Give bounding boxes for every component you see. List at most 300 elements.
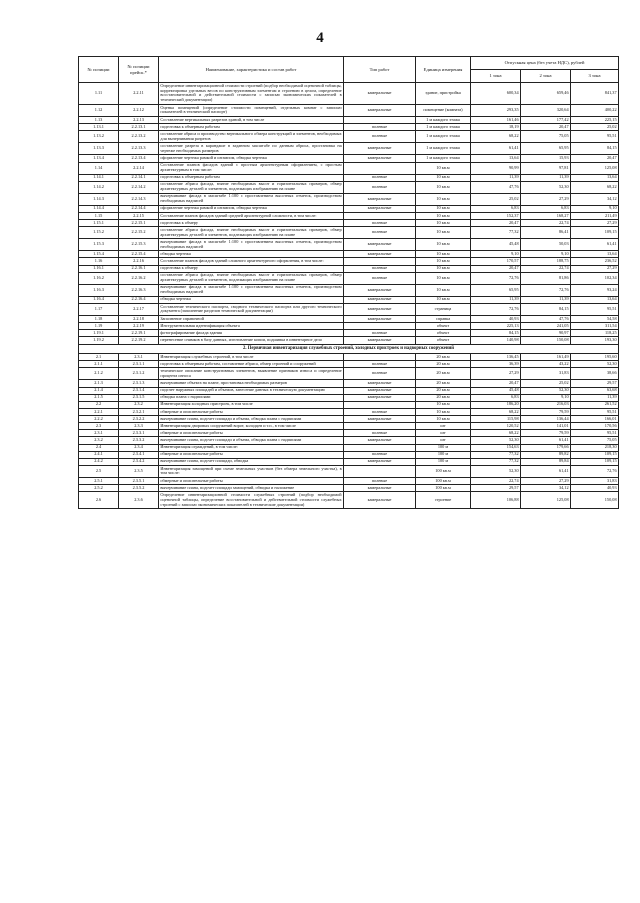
cell-zone-1: 225,13 [471, 323, 521, 330]
table-row [79, 330, 619, 337]
cell-unit: 10 кв.м [416, 212, 471, 219]
cell-name: фотографирование фасада здания [159, 330, 344, 337]
header-work-type: Тип работ [344, 57, 416, 83]
cell-work-type: полевые [344, 265, 416, 272]
cell-position: 1.13.3 [79, 143, 119, 155]
cell-unit: 20 кв.м [416, 380, 471, 387]
cell-name: Определение инвентаризационной стоимости служебных строений (подбор необходимой оценочной таблицы, определение восстановительной и действительной стоимости служебных строений с записью экономических показателей в технические документации) [159, 492, 344, 509]
cell-pricelist-position: 2.2.13.2 [119, 131, 159, 143]
cell-zone-3: 95,51 [571, 303, 619, 315]
cell-pricelist-position: 2.3.1.4 [119, 387, 159, 394]
cell-zone-3: 27,29 [571, 265, 619, 272]
cell-zone-1: 45,48 [471, 387, 521, 394]
cell-unit: 1 м каждого этажа [416, 155, 471, 162]
cell-pricelist-position: 2.2.16.4 [119, 296, 159, 303]
table-row [79, 104, 619, 116]
cell-work-type [344, 444, 416, 451]
cell-zone-3: 236,52 [571, 258, 619, 265]
cell-work-type: камеральные [344, 458, 416, 465]
table-row [79, 117, 619, 124]
cell-zone-3: 195,60 [571, 354, 619, 361]
cell-position: 1.15.1 [79, 220, 119, 227]
cell-zone-1: 154,63 [471, 444, 521, 451]
cell-zone-3: 13,64 [571, 251, 619, 258]
table-body-section-1 [79, 83, 619, 345]
cell-zone-3: 841,37 [571, 83, 619, 105]
cell-zone-2: 61,41 [521, 465, 571, 477]
cell-unit: страница [416, 303, 471, 315]
cell-zone-2: 320,64 [521, 104, 571, 116]
cell-zone-1: 120,52 [471, 423, 521, 430]
cell-name: подготовка к обмерным работам [159, 124, 344, 131]
cell-unit: 1 м каждого этажа [416, 117, 471, 124]
table-row [79, 354, 619, 361]
cell-position: 1.19 [79, 323, 119, 330]
cell-unit: справка [416, 316, 471, 323]
cell-zone-3: 54,58 [571, 316, 619, 323]
cell-zone-3: 225,15 [571, 117, 619, 124]
cell-position: 2.5.2 [79, 485, 119, 492]
cell-zone-1: 68,22 [471, 131, 521, 143]
cell-zone-1: 77,32 [471, 227, 521, 239]
cell-zone-2: 125,08 [521, 492, 571, 509]
cell-position: 1.11 [79, 83, 119, 105]
cell-name: Инвентаризация ограждений, в том числе: [159, 444, 344, 451]
table-row [79, 387, 619, 394]
cell-pricelist-position: 2.2.15.1 [119, 220, 159, 227]
cell-unit: 100 кв.м [416, 465, 471, 477]
cell-zone-1: 72,76 [471, 303, 521, 315]
cell-unit: 20 кв.м [416, 368, 471, 380]
cell-name: Составление планов фасадов зданий с простым архитектурным оформлением, с простым архитектурным в том числе: [159, 162, 344, 174]
cell-zone-1: 72,76 [471, 272, 521, 284]
cell-position: 1.14.3 [79, 193, 119, 205]
cell-zone-1: 20,47 [471, 265, 521, 272]
cell-zone-3: 20,47 [571, 155, 619, 162]
cell-work-type [344, 162, 416, 174]
cell-unit: 10 кв.м [416, 408, 471, 415]
cell-pricelist-position: 2.3.3.2 [119, 437, 159, 444]
cell-position: 1.16.1 [79, 265, 119, 272]
cell-zone-1: 52,30 [471, 465, 521, 477]
table-row [79, 380, 619, 387]
cell-unit: 100 кв.м [416, 477, 471, 484]
cell-zone-2: 81,86 [521, 272, 571, 284]
cell-zone-1: 40,93 [471, 316, 521, 323]
cell-zone-1: 600,34 [471, 83, 521, 105]
cell-position: 2.2 [79, 401, 119, 408]
cell-zone-1: 170,57 [471, 258, 521, 265]
cell-position: 2.3 [79, 423, 119, 430]
table-row [79, 212, 619, 219]
cell-position: 1.17 [79, 303, 119, 315]
cell-name: вычерчивание плана, подсчет площади и объема, обводка плана с надписями [159, 437, 344, 444]
cell-zone-2: 659,46 [521, 83, 571, 105]
cell-zone-2: 65,95 [521, 143, 571, 155]
table-row [79, 193, 619, 205]
cell-work-type: камеральные [344, 437, 416, 444]
cell-pricelist-position: 2.3.2.2 [119, 416, 159, 423]
cell-unit: строение [416, 492, 471, 509]
cell-position: 1.14.1 [79, 174, 119, 181]
cell-zone-1: 161,46 [471, 117, 521, 124]
table-row [79, 181, 619, 193]
cell-zone-2: 168,27 [521, 212, 571, 219]
cell-work-type [344, 465, 416, 477]
page-number: 4 [316, 30, 324, 46]
cell-name: Инвентаризация служебных строений, в том числе [159, 354, 344, 361]
cell-zone-2: 47,76 [521, 316, 571, 323]
cell-unit: 20 кв.м [416, 387, 471, 394]
cell-name: обмерные и описательные работы [159, 451, 344, 458]
cell-work-type: полевые [344, 181, 416, 193]
cell-zone-3: 9,10 [571, 205, 619, 212]
cell-zone-2: 136,44 [521, 416, 571, 423]
cell-pricelist-position: 2.3.4.2 [119, 458, 159, 465]
cell-work-type: камеральные [344, 83, 416, 105]
table-row [79, 485, 619, 492]
cell-zone-3: 400,22 [571, 104, 619, 116]
cell-zone-1: 152,37 [471, 212, 521, 219]
cell-zone-1: 136,45 [471, 354, 521, 361]
cell-zone-3: 150,08 [571, 492, 619, 509]
cell-zone-1: 27,29 [471, 368, 521, 380]
cell-name: вычерчивание фасада в масштабе 1:100 с проставлением высотных отметок, производством необходимых надписей [159, 239, 344, 251]
cell-name: Составление планов фасадов зданий сложного архитектурного оформления, в том числе: [159, 258, 344, 265]
cell-unit: объект [416, 337, 471, 344]
cell-work-type: полевые [344, 477, 416, 484]
cell-zone-2: 89,84 [521, 458, 571, 465]
cell-name: Заполнение справочной [159, 316, 344, 323]
table-row [79, 368, 619, 380]
cell-pricelist-position: 2.2.15.4 [119, 251, 159, 258]
cell-zone-3: 11,39 [571, 394, 619, 401]
table-row [79, 131, 619, 143]
cell-zone-2: 34,12 [521, 485, 571, 492]
section-2-heading [79, 344, 619, 354]
cell-pricelist-position: 2.2.14.3 [119, 193, 159, 205]
cell-unit: 10 кв.м [416, 296, 471, 303]
cell-zone-2: 179,66 [521, 444, 571, 451]
cell-work-type: камеральные [344, 239, 416, 251]
table-row [79, 337, 619, 344]
cell-work-type: камеральные [344, 485, 416, 492]
cell-zone-3: 118,25 [571, 330, 619, 337]
table-row [79, 492, 619, 509]
cell-unit: 10 кв.м [416, 272, 471, 284]
cell-work-type: камеральные [344, 337, 416, 344]
cell-zone-1: 13,64 [471, 155, 521, 162]
cell-position: 1.19.2 [79, 337, 119, 344]
cell-zone-1: 11,39 [471, 296, 521, 303]
cell-position: 1.15.3 [79, 239, 119, 251]
cell-unit: 10 кв.м [416, 193, 471, 205]
cell-name: техническое описание конструктивных элементов, выявление признаков износа и определение процента износа [159, 368, 344, 380]
header-zone-3: 3 зона [571, 70, 619, 83]
cell-unit: 10 кв.м [416, 205, 471, 212]
cell-work-type: камеральные [344, 205, 416, 212]
cell-position: 1.16.3 [79, 284, 119, 296]
table-row [79, 423, 619, 430]
table-body-section-2 [79, 354, 619, 509]
cell-zone-1: 68,22 [471, 408, 521, 415]
cell-work-type [344, 401, 416, 408]
cell-unit: 100 м [416, 451, 471, 458]
cell-position: 2.3.1 [79, 430, 119, 437]
header-position: № позиции [79, 57, 119, 83]
cell-zone-2: 216,03 [521, 401, 571, 408]
cell-zone-1: 6,83 [471, 394, 521, 401]
table-row [79, 437, 619, 444]
cell-name: Составление вертикальных разрезов зданий, в том числе [159, 117, 344, 124]
cell-position: 2.4.2 [79, 458, 119, 465]
cell-pricelist-position: 2.2.19.1 [119, 330, 159, 337]
cell-name: составление абриса фасада, взятие необходимых высот и горизонтальных промеров, обмер архитектурных деталей и элементов, подлежащих изображению на плане [159, 227, 344, 239]
cell-work-type: камеральные [344, 492, 416, 509]
cell-position: 1.15.2 [79, 227, 119, 239]
cell-position: 1.15.4 [79, 251, 119, 258]
cell-position: 2.1.4 [79, 387, 119, 394]
cell-name: Инструментальная идентификация объекта [159, 323, 344, 330]
cell-pricelist-position: 2.2.13.1 [119, 124, 159, 131]
cell-work-type: полевые [344, 408, 416, 415]
cell-pricelist-position: 2.2.16.3 [119, 284, 159, 296]
cell-zone-1: 52,30 [471, 437, 521, 444]
cell-zone-3: 27,29 [571, 220, 619, 227]
cell-zone-3: 34,12 [571, 193, 619, 205]
cell-unit: 10 кв.м [416, 239, 471, 251]
cell-zone-1: 84,15 [471, 330, 521, 337]
cell-zone-1: 293,35 [471, 104, 521, 116]
cell-zone-2: 52,30 [521, 387, 571, 394]
table-row [79, 239, 619, 251]
cell-unit: 20 кв.м [416, 394, 471, 401]
cell-zone-1: 61,41 [471, 143, 521, 155]
header-zone-2: 2 зона [521, 70, 571, 83]
cell-pricelist-position: 2.3.5.1 [119, 477, 159, 484]
cell-zone-2: 72,76 [521, 284, 571, 296]
cell-name: вычерчивание фасада в масштабе 1:100 с проставлением высотных отметок, производством необходимых надписей [159, 193, 344, 205]
header-unit: Единица измерения [416, 57, 471, 83]
cell-name: подсчет наружных площадей и объемов, занесение данных в техническую документацию [159, 387, 344, 394]
cell-zone-3: 95,51 [571, 408, 619, 415]
cell-zone-1: 186,20 [471, 401, 521, 408]
cell-zone-1: 20,47 [471, 380, 521, 387]
cell-zone-2: 31,83 [521, 368, 571, 380]
cell-unit: 10 кв.м [416, 181, 471, 193]
cell-work-type [344, 323, 416, 330]
section-title: 2. Первичная инвентаризация служебных строений, холодных пристроек и надворных сооружений [79, 344, 619, 354]
cell-name: составление абриса и производство вертикального обмера конструкций и элементов, необходимых для вычерчивания разрезов [159, 131, 344, 143]
cell-work-type: полевые [344, 430, 416, 437]
cell-name: Определение инвентаризационной стоимости строений (подбор необходимой оценочной таблицы, корректировка удельных весов по конструктивным элементам и строению в целом, определение восстановительной и действительной стоимости с записью экономических показателей в технический документации) [159, 83, 344, 105]
cell-zone-3: 218,30 [571, 444, 619, 451]
cell-pricelist-position: 2.3.1 [119, 354, 159, 361]
cell-zone-2: 141,01 [521, 423, 571, 430]
cell-position: 2.4.1 [79, 451, 119, 458]
cell-pricelist-position: 2.3.1.1 [119, 361, 159, 368]
cell-name: составление абриса фасада, взятие необходимых высот и горизонтальных промеров, обмер архитектурных деталей и элементов, подлежащих изображению на плане [159, 181, 344, 193]
cell-zone-1: 68,22 [471, 430, 521, 437]
cell-zone-3: 95,51 [571, 131, 619, 143]
cell-pricelist-position: 2.2.15.3 [119, 239, 159, 251]
table-row [79, 303, 619, 315]
cell-work-type: полевые [344, 361, 416, 368]
cell-work-type: полевые [344, 451, 416, 458]
cell-zone-2: 150,08 [521, 337, 571, 344]
table-row [79, 458, 619, 465]
cell-unit: объект [416, 323, 471, 330]
cell-name: оформление чертежа рамкой и штампом, обводка чертежа [159, 155, 344, 162]
cell-name: перенесение снимков в базу данных, изготовление копии, подшивка в инвентарное дело [159, 337, 344, 344]
cell-zone-3: 211,49 [571, 212, 619, 219]
cell-zone-2: 79,59 [521, 408, 571, 415]
cell-pricelist-position: 2.3.5.2 [119, 485, 159, 492]
cell-zone-2: 97,81 [521, 162, 571, 174]
table-row [79, 477, 619, 484]
cell-unit: 20 кв.м [416, 361, 471, 368]
cell-position: 2.1.3 [79, 380, 119, 387]
cell-zone-3: 261,52 [571, 401, 619, 408]
cell-work-type: камеральные [344, 394, 416, 401]
cell-zone-3: 68,22 [571, 181, 619, 193]
cell-position: 1.13 [79, 117, 119, 124]
cell-pricelist-position: 2.2.14 [119, 162, 159, 174]
table-row [79, 227, 619, 239]
cell-zone-3: 84,15 [571, 143, 619, 155]
cell-zone-2: 43,22 [521, 361, 571, 368]
cell-zone-3: 93,24 [571, 284, 619, 296]
cell-zone-1: 77,32 [471, 458, 521, 465]
cell-work-type: полевые [344, 368, 416, 380]
cell-zone-2: 11,39 [521, 296, 571, 303]
cell-position: 1.16.2 [79, 272, 119, 284]
cell-name: составление разреза в карандаше в заданном масштабе по данным абриса, простановка на чертеже необходимых размеров [159, 143, 344, 155]
cell-zone-2: 27,29 [521, 193, 571, 205]
cell-pricelist-position: 2.2.14.1 [119, 174, 159, 181]
cell-work-type: камеральные [344, 387, 416, 394]
cell-zone-2: 27,29 [521, 477, 571, 484]
cell-work-type: полевые [344, 272, 416, 284]
cell-pricelist-position: 2.2.13 [119, 117, 159, 124]
cell-name: Составление планов фасадов зданий средней архитектурной сложности, в том числе: [159, 212, 344, 219]
header-price: Отпускная цена (без учета НДС), рублей [471, 57, 619, 70]
cell-pricelist-position: 2.2.15 [119, 212, 159, 219]
cell-position: 1.13.2 [79, 131, 119, 143]
cell-pricelist-position: 2.2.16 [119, 258, 159, 265]
cell-unit: 10 кв.м [416, 401, 471, 408]
cell-name: обмерные и описательные работы [159, 430, 344, 437]
cell-zone-1: 18,19 [471, 124, 521, 131]
cell-zone-2: 50,03 [521, 239, 571, 251]
cell-name: обмерные и описательные работы [159, 477, 344, 484]
cell-zone-2: 89,82 [521, 451, 571, 458]
cell-zone-3: 40,93 [571, 485, 619, 492]
cell-pricelist-position: 2.2.17 [119, 303, 159, 315]
cell-pricelist-position: 2.2.14.4 [119, 205, 159, 212]
cell-position: 1.14.4 [79, 205, 119, 212]
cell-zone-1: 106,88 [471, 492, 521, 509]
cell-name: обводка чертежа [159, 251, 344, 258]
cell-work-type [344, 212, 416, 219]
cell-zone-2: 90,97 [521, 330, 571, 337]
cell-work-type: полевые [344, 131, 416, 143]
cell-zone-2: 11,39 [521, 174, 571, 181]
table-row [79, 265, 619, 272]
cell-work-type [344, 423, 416, 430]
table-row [79, 465, 619, 477]
cell-unit: 10 кв.м [416, 174, 471, 181]
cell-pricelist-position: 2.3.3 [119, 423, 159, 430]
table-row [79, 408, 619, 415]
cell-unit: 10 кв.м [416, 258, 471, 265]
cell-work-type: камеральные [344, 284, 416, 296]
cell-zone-3: 125,08 [571, 162, 619, 174]
cell-zone-3: 166,01 [571, 416, 619, 423]
cell-zone-2: 20,47 [521, 124, 571, 131]
cell-unit: шт [416, 430, 471, 437]
cell-zone-3: 63,68 [571, 387, 619, 394]
table-row [79, 361, 619, 368]
cell-unit: объект [416, 330, 471, 337]
cell-zone-2: 161,49 [521, 354, 571, 361]
cell-name: обводка плана с надписями [159, 394, 344, 401]
cell-pricelist-position: 2.3.3.1 [119, 430, 159, 437]
cell-work-type: камеральные [344, 380, 416, 387]
table-row [79, 124, 619, 131]
cell-zone-3: 25,02 [571, 124, 619, 131]
table-header [79, 57, 619, 83]
cell-position: 1.15 [79, 212, 119, 219]
cell-position: 1.16.4 [79, 296, 119, 303]
cell-zone-3: 109,15 [571, 451, 619, 458]
cell-zone-2: 22,74 [521, 220, 571, 227]
cell-zone-2: 75,05 [521, 131, 571, 143]
cell-pricelist-position: 2.2.14.2 [119, 181, 159, 193]
cell-work-type [344, 354, 416, 361]
cell-zone-2: 9,10 [521, 251, 571, 258]
cell-pricelist-position: 2.2.11 [119, 83, 159, 105]
cell-work-type: полевые [344, 220, 416, 227]
cell-zone-3: 95,51 [571, 430, 619, 437]
cell-zone-2: 61,41 [521, 437, 571, 444]
cell-zone-1: 11,39 [471, 174, 521, 181]
cell-zone-3: 193,30 [571, 337, 619, 344]
cell-work-type: камеральные [344, 251, 416, 258]
table-row [79, 155, 619, 162]
cell-pricelist-position: 2.2.16.1 [119, 265, 159, 272]
cell-zone-1: 36,39 [471, 361, 521, 368]
cell-position: 2.6 [79, 492, 119, 509]
table-row [79, 401, 619, 408]
cell-zone-2: 84,15 [521, 303, 571, 315]
cell-pricelist-position: 2.3.4 [119, 444, 159, 451]
cell-zone-1: 115,98 [471, 416, 521, 423]
cell-zone-1: 65,95 [471, 284, 521, 296]
table-row [79, 451, 619, 458]
cell-name: обмерные и описательные работы [159, 408, 344, 415]
cell-unit: 1 м каждого этажа [416, 124, 471, 131]
cell-position: 1.13.4 [79, 155, 119, 162]
cell-unit: помещение (комната) [416, 104, 471, 116]
table-row [79, 296, 619, 303]
table-row [79, 220, 619, 227]
cell-unit: 10 кв.м [416, 220, 471, 227]
cell-zone-2: 79,59 [521, 430, 571, 437]
cell-zone-3: 109,15 [571, 458, 619, 465]
cell-pricelist-position: 2.3.1.5 [119, 394, 159, 401]
cell-name: составление абриса фасада, взятие необходимых высот и горизонтальных промеров, обмер архитектурных деталей и элементов, подлежащих изображению на плане [159, 272, 344, 284]
